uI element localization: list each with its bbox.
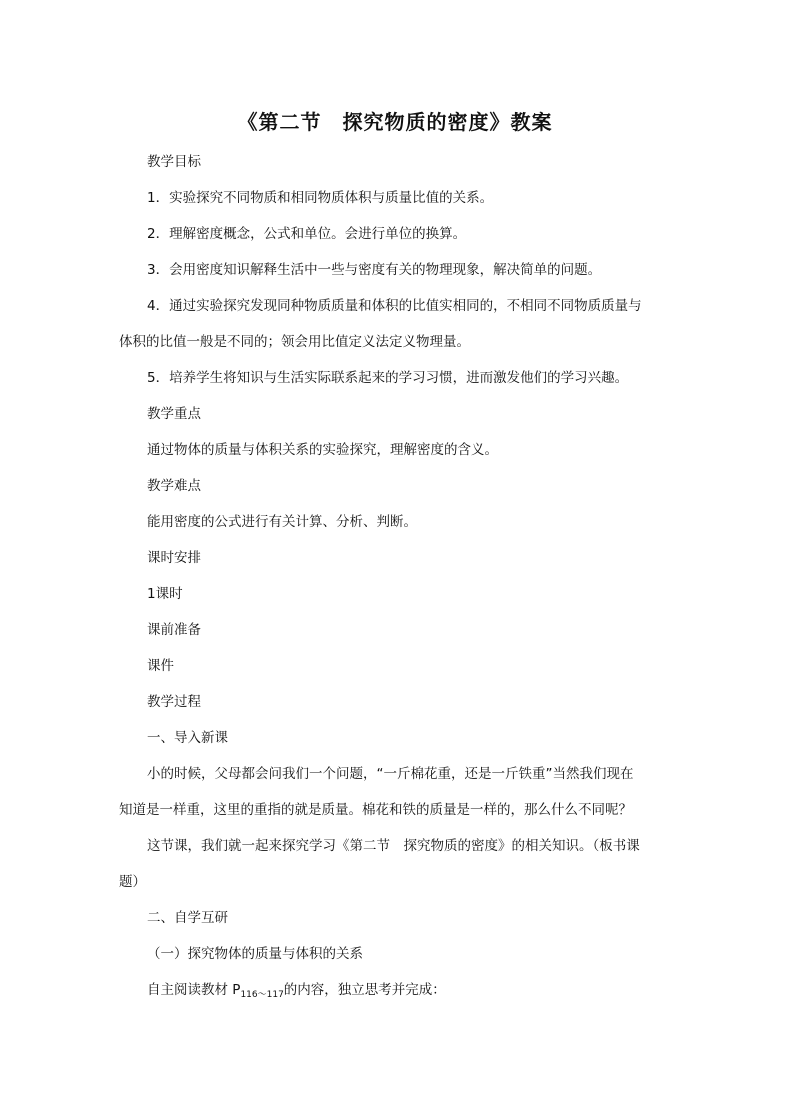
reading-instruction — [147, 980, 446, 1005]
objective-4-line-1: 4．通过实验探究发现同种物质质量和体积的比值实相同的，不相同不同物质质量与 — [147, 298, 642, 314]
schedule-text: 1课时 — [147, 586, 183, 602]
intro-line-2: 知道是一样重，这里的重指的就是质量。棉花和铁的质量是一样的，那么什么不同呢？ — [119, 802, 632, 818]
lesson-line-2: 题） — [119, 874, 146, 890]
preparation-text: 课件 — [147, 658, 174, 674]
objective-1: 1．实验探究不同物质和相同物质体积与质量比值的关系。 — [147, 190, 494, 206]
objective-2: 2．理解密度概念，公式和单位。会进行单位的换算。 — [147, 226, 467, 242]
page-title: 《第二节 探究物质的密度》教案 — [237, 110, 553, 134]
process-heading: 教学过程 — [147, 694, 201, 710]
difficulty-heading: 教学难点 — [147, 478, 201, 494]
reading-suffix: 的内容，独立思考并完成： — [283, 982, 446, 998]
reading-prefix: 自主阅读教材 P — [147, 982, 241, 998]
key-points-heading: 教学重点 — [147, 406, 201, 422]
sub-section-1-heading: （一）探究物体的质量与体积的关系 — [147, 946, 363, 962]
objectives-heading: 教学目标 — [147, 154, 201, 170]
difficulty-text: 能用密度的公式进行有关计算、分析、判断。 — [147, 514, 417, 530]
page-range: 116～117 — [240, 990, 284, 1000]
objective-4-line-2: 体积的比值一般是不同的；领会用比值定义法定义物理量。 — [119, 334, 470, 350]
objective-3: 3．会用密度知识解释生活中一些与密度有关的物理现象，解决简单的问题。 — [147, 262, 602, 278]
intro-line-1: 小的时候，父母都会问我们一个问题，“一斤棉花重，还是一斤铁重”当然我们现在 — [147, 766, 634, 782]
part-1-heading: 一、导入新课 — [147, 730, 228, 746]
schedule-heading: 课时安排 — [147, 550, 201, 566]
preparation-heading: 课前准备 — [147, 622, 201, 638]
key-points-text: 通过物体的质量与体积关系的实验探究，理解密度的含义。 — [147, 442, 498, 458]
lesson-line-1: 这节课，我们就一起来探究学习《第二节 探究物质的密度》的相关知识。（板书课 — [147, 838, 640, 854]
objective-5: 5．培养学生将知识与生活实际联系起来的学习习惯，进而激发他们的学习兴趣。 — [147, 370, 629, 386]
part-2-heading: 二、自学互研 — [147, 910, 228, 926]
